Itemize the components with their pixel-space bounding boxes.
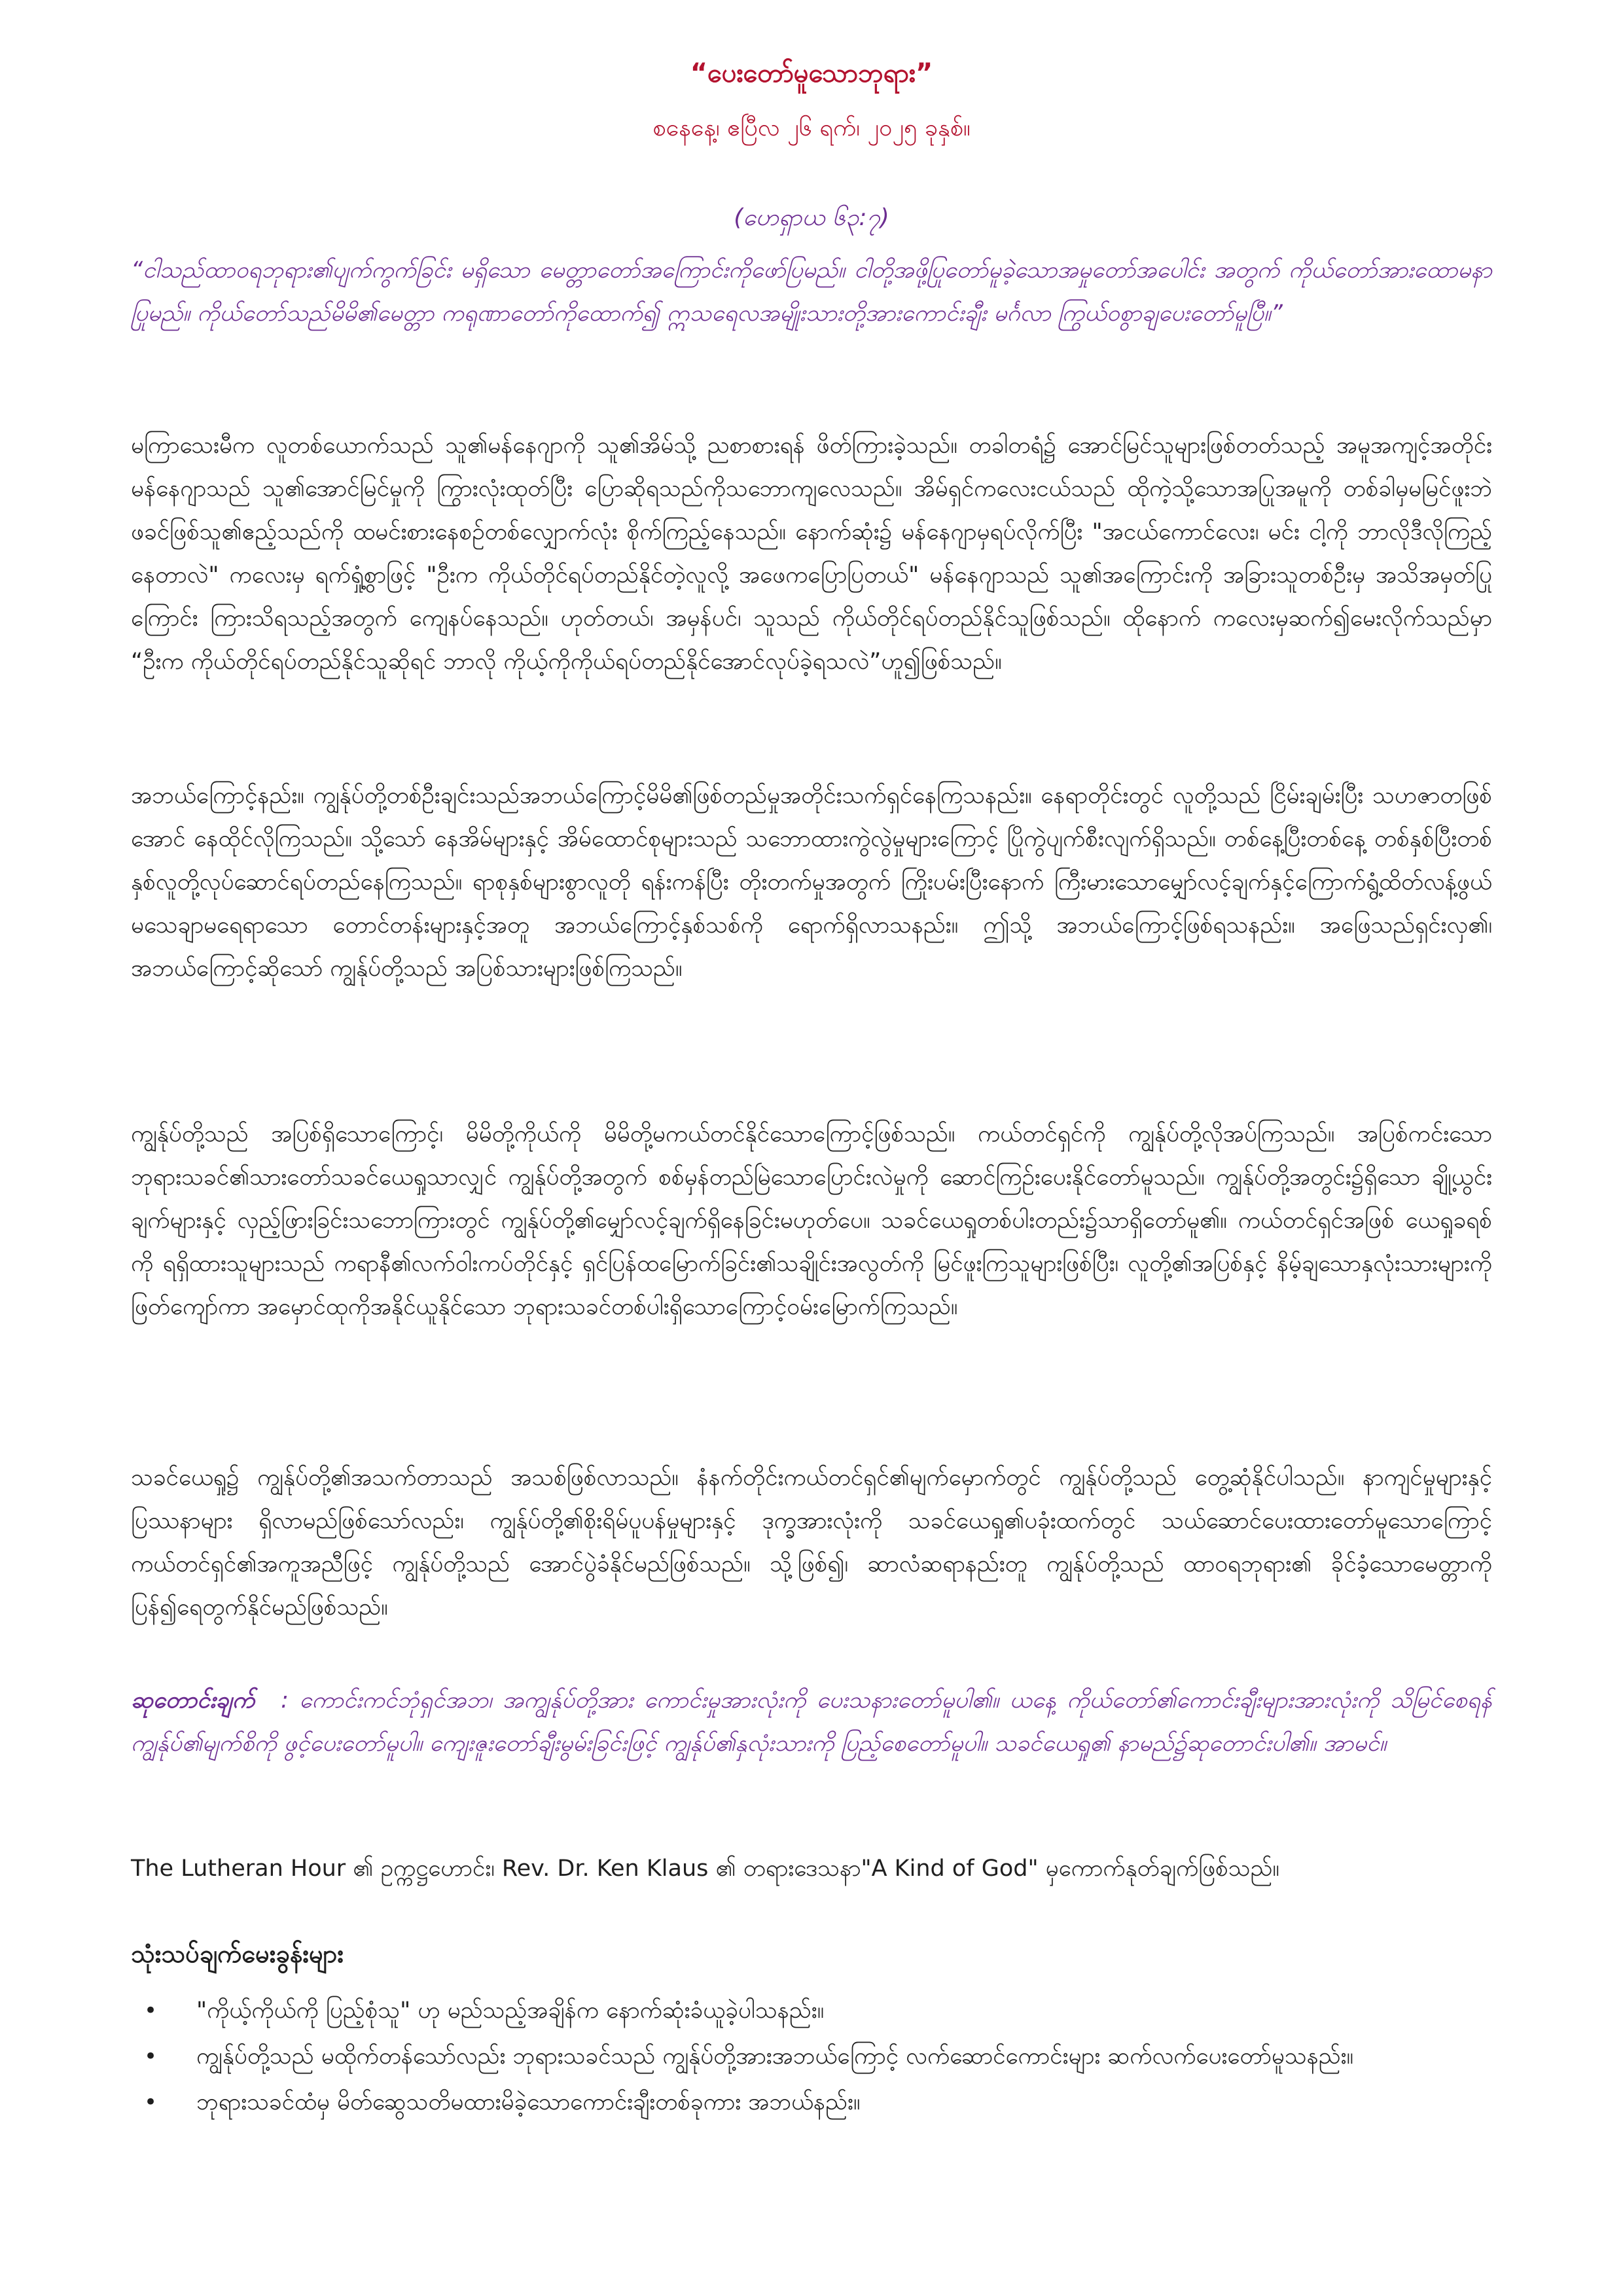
bullet-icon: • xyxy=(144,2043,158,2070)
devotion-date: စနေနေ့၊ ဧပြီလ ၂၆ ရက်၊ ၂၀၂၅ ခုနှစ်။ xyxy=(652,115,971,141)
devotion-title: “ပေးတော်မူသောဘုရား” xyxy=(690,58,933,88)
list-item xyxy=(131,2036,1492,2077)
body-paragraph-2: အဘယ်ကြောင့်နည်း။ ကျွန်ုပ်တို့တစ်ဦးချင်းသည်အဘယ်ကြောင့်မိမိ၏ဖြစ်တည်မှုအတိုင်းသက်ရှင်နေကြသနည်း။ နေရာတိုင်းတွင် လူတို့သည် ငြိမ်းချမ်းပြီး သဟဇာတဖြစ်အောင် နေထိုင်လိုကြသည်။ သို့သော် နေအိမ်များနှင့် အိမ်ထောင်စုများသည် သဘောထားကွဲလွဲမှုများကြောင့် ပြိုကွဲပျက်စီးလျက်ရှိသည်။ တစ်နေ့ပြီးတစ်နေ့ တစ်နှစ်ပြီးတစ်နှစ်လူတို့လုပ်ဆောင်ရပ်တည်နေကြသည်။ ရာစုနှစ်များစွာလူတို ရန်းကန်ပြီး တိုးတက်မှုအတွက် ကြိုးပမ်းပြီးနောက် ကြီးမားသောမျှော်လင့်ချက်နှင့်ကြောက်ရွံ့ထိတ်လန့်ဖွယ် မသေချာမရေရာသော တောင်တန်းများနှင့်အတူ အဘယ်ကြောင့်နှစ်သစ်ကို ရောက်ရှိလာသနည်း။ ဤသို့ အဘယ်ကြောင့်ဖြစ်ရသနည်း။ အဖြေသည်ရှင်းလှ၏၊ အဘယ်ကြောင့်ဆိုသော် ကျွန်ုပ်တို့သည် အပြစ်သားများဖြစ်ကြသည်။ xyxy=(131,783,1492,982)
body-paragraph-3: ကျွန်ုပ်တို့သည် အပြစ်ရှိသောကြောင့်၊ မိမိတို့ကိုယ်ကို မိမိတို့မကယ်တင်နိုင်သောကြောင့်ဖြစ်သည်။ ကယ်တင်ရှင်ကို ကျွန်ုပ်တို့လိုအပ်ကြသည်။ အပြစ်ကင်းသော ဘုရားသခင်၏သားတော်သခင်ယေရှုသာလျှင် ကျွန်ုပ်တို့အတွက် စစ်မှန်တည်မြဲသောပြောင်းလဲမှုကို ဆောင်ကြဉ်းပေးနိုင်တော်မူသည်။ ကျွန်ုပ်တို့အတွင်း၌ရှိသော ချို့ယွင်းချက်များနှင့် လှည့်ဖြားခြင်းသဘောကြားတွင် ကျွန်ုပ်တို့၏မျှော်လင့်ချက်ရှိနေခြင်းမဟုတ်ပေ။ သခင်ယေရှုတစ်ပါးတည်း၌သာရှိတော်မူ၏။ ကယ်တင်ရှင်အဖြစ် ယေရှုခရစ်ကို ရရှိထားသူများသည် ကရာနီ၏လက်ဝါးကပ်တိုင်နှင့် ရှင်ပြန်ထမြောက်ခြင်း၏သချိုင်းအလွတ်ကို မြင်ဖူးကြသူများဖြစ်ပြီး၊ လူတို့၏အပြစ်နှင့် နိမ့်ချသောနှလုံးသားများကိုဖြတ်ကျော်ကာ အမှောင်ထုကိုအနိုင်ယူနိုင်သော ဘုရားသခင်တစ်ပါးရှိသောကြောင့်ဝမ်းမြောက်ကြသည်။ xyxy=(131,1121,1492,1320)
questions-list xyxy=(131,1990,1492,2127)
prayer-text: : ကောင်းကင်ဘုံရှင်အဘ၊ အကျွန်ုပ်တို့အား ကောင်းမှုအားလုံးကို ပေးသနားတော်မူပါ၏။ ယနေ့ ကိုယ်တော်၏ကောင်းချီးများအားလုံးကို သိမြင်စေရန် ကျွန်ုပ်၏မျက်စိကို ဖွင့်ပေးတော်မူပါ။ ကျေးဇူးတော်ချီးမွမ်းခြင်းဖြင့် ကျွန်ုပ်၏နှလုံးသားကို ပြည့်စေတော်မူပါ။ သခင်ယေရှု၏ နာမည်၌ဆုတောင်းပါ၏။ အာမင်။ xyxy=(131,1687,1492,1757)
body-paragraph-4: သခင်ယေရှု၌ ကျွန်ုပ်တို့၏အသက်တာသည် အသစ်ဖြစ်လာသည်။ နံနက်တိုင်းကယ်တင်ရှင်၏မျက်မှောက်တွင် ကျွန်ုပ်တို့သည် တွေ့ဆုံနိုင်ပါသည်။ နာကျင်မှုများနှင့် ပြဿနာများ ရှိလာမည်ဖြစ်သော်လည်း၊ ကျွန်ုပ်တို့၏စိုးရိမ်ပူပန်မှုများနှင့် ဒုက္ခအားလုံးကို သခင်ယေရှု၏ပခုံးထက်တွင် သယ်ဆောင်ပေးထားတော်မူသောကြောင့် ကယ်တင်ရှင်၏အကူအညီဖြင့် ကျွန်ုပ်တို့သည် အောင်ပွဲခံနိုင်မည်ဖြစ်သည်။ သို့ဖြစ်၍၊ ဆာလံဆရာနည်းတူ ကျွန်ုပ်တို့သည် ထာဝရဘုရား၏ ခိုင်ခံ့သောမေတ္တာကိုပြန်၍ရေတွက်နိုင်မည်ဖြစ်သည်။ xyxy=(131,1465,1492,1621)
body-paragraph-1: မကြာသေးမီက လူတစ်ယောက်သည် သူ၏မန်နေဂျာကို သူ၏အိမ်သို့ ညစာစားရန် ဖိတ်ကြားခဲ့သည်။ တခါတရံ၌ အောင်မြင်သူများဖြစ်တတ်သည့် အမူအကျင့်အတိုင်း မန်နေဂျာသည် သူ၏အောင်မြင်မှုကို ကြွားလုံးထုတ်ပြီး ပြောဆိုရသည်ကိုသဘောကျလေသည်။ အိမ်ရှင်ကလေးငယ်သည် ထိုကဲ့သို့သောအပြုအမူကို တစ်ခါမှမမြင်ဖူးဘဲ ဖခင်ဖြစ်သူ၏ဧည့်သည်ကို ထမင်းစားနေစဉ်တစ်လျှောက်လုံး စိုက်ကြည့်နေသည်။ နောက်ဆုံး၌ မန်နေဂျာမှရပ်လိုက်ပြီး "အငယ်ကောင်လေး၊ မင်း ငါ့ကို ဘာလိုဒီလိုကြည့်နေတာလဲ" ကလေးမှ ရက်ရှုံ့စွာဖြင့် "ဦးက ကိုယ်တိုင်ရပ်တည်နိုင်တဲ့လူလို့ အဖေကပြောပြတယ်" မန်နေဂျာသည် သူ၏အကြောင်းကို အခြားသူတစ်ဦးမှ အသိအမှတ်ပြုကြောင်း ကြားသိရသည့်အတွက် ကျေနပ်နေသည်။ ဟုတ်တယ်၊ အမှန်ပင်၊ သူသည် ကိုယ်တိုင်ရပ်တည်နိုင်သူဖြစ်သည်။ ထိုနောက် ကလေးမှဆက်၍မေးလိုက်သည်မှာ “ဦးက ကိုယ်တိုင်ရပ်တည်နိုင်သူဆိုရင် ဘာလို ကိုယ့်ကိုကိုယ်ရပ်တည်နိုင်အောင်လုပ်ခဲ့ရသလဲ”ဟူ၍ဖြစ်သည်။ xyxy=(131,433,1492,675)
question-text: ကျွန်ုပ်တို့သည် မထိုက်တန်သော်လည်း ဘုရားသခင်သည် ကျွန်ုပ်တို့အားအဘယ်ကြောင့် လက်ဆောင်ကောင်းများ ဆက်လက်ပေးတော်မူသနည်း။ xyxy=(196,2043,1354,2070)
prayer-label: ဆုတောင်းချက် xyxy=(131,1687,255,1713)
source-attribution: The Lutheran Hour ၏ ဥက္ကဋ္ဌဟောင်း၊ Rev. Dr. Ken Klaus ၏ တရားဒေသနာ"A Kind of God" မှကောက်နုတ်ချက်ဖြစ်သည်။ xyxy=(131,1856,1280,1882)
list-item xyxy=(131,2081,1492,2123)
question-text: "ကိုယ့်ကိုယ်ကို ပြည့်စုံသူ" ဟု မည်သည့်အချိန်က နောက်ဆုံးခံယူခဲ့ပါသနည်း။ xyxy=(196,1998,825,2024)
questions-heading: သုံးသပ်ချက်မေးခွန်းများ xyxy=(131,1939,344,1968)
list-item xyxy=(131,1990,1492,2032)
prayer-block xyxy=(131,1679,1492,1765)
verse-reference: (ဟေရှာယ ၆၃:၇) xyxy=(734,204,889,231)
question-text: ဘုရားသခင်ထံမှ မိတ်ဆွေသတိမထားမိခဲ့သောကောင်းချီးတစ်ခုကား အဘယ်နည်း။ xyxy=(196,2089,861,2115)
bullet-icon: • xyxy=(144,1998,158,2024)
verse-text: “ငါသည်ထာဝရဘုရား၏ပျက်ကွက်ခြင်း မရှိသော မေတ္တာတော်အကြောင်းကိုဖော်ပြမည်။ ငါတို့အဖို့ပြုတော်မူခဲ့သောအမှုတော်အပေါင်း အတွက် ကိုယ်တော်အားထောမနာပြုမည်။ ကိုယ်တော်သည်မိမိ၏မေတ္တာ ကရုဏာတော်ကိုထောက်၍ ဣသရေလအမျိုးသားတို့အားကောင်းချီး မင်္ဂလာ ကြွယ်ဝစွာချပေးတော်မူပြီ။” xyxy=(131,257,1492,327)
bullet-icon: • xyxy=(144,2089,158,2115)
